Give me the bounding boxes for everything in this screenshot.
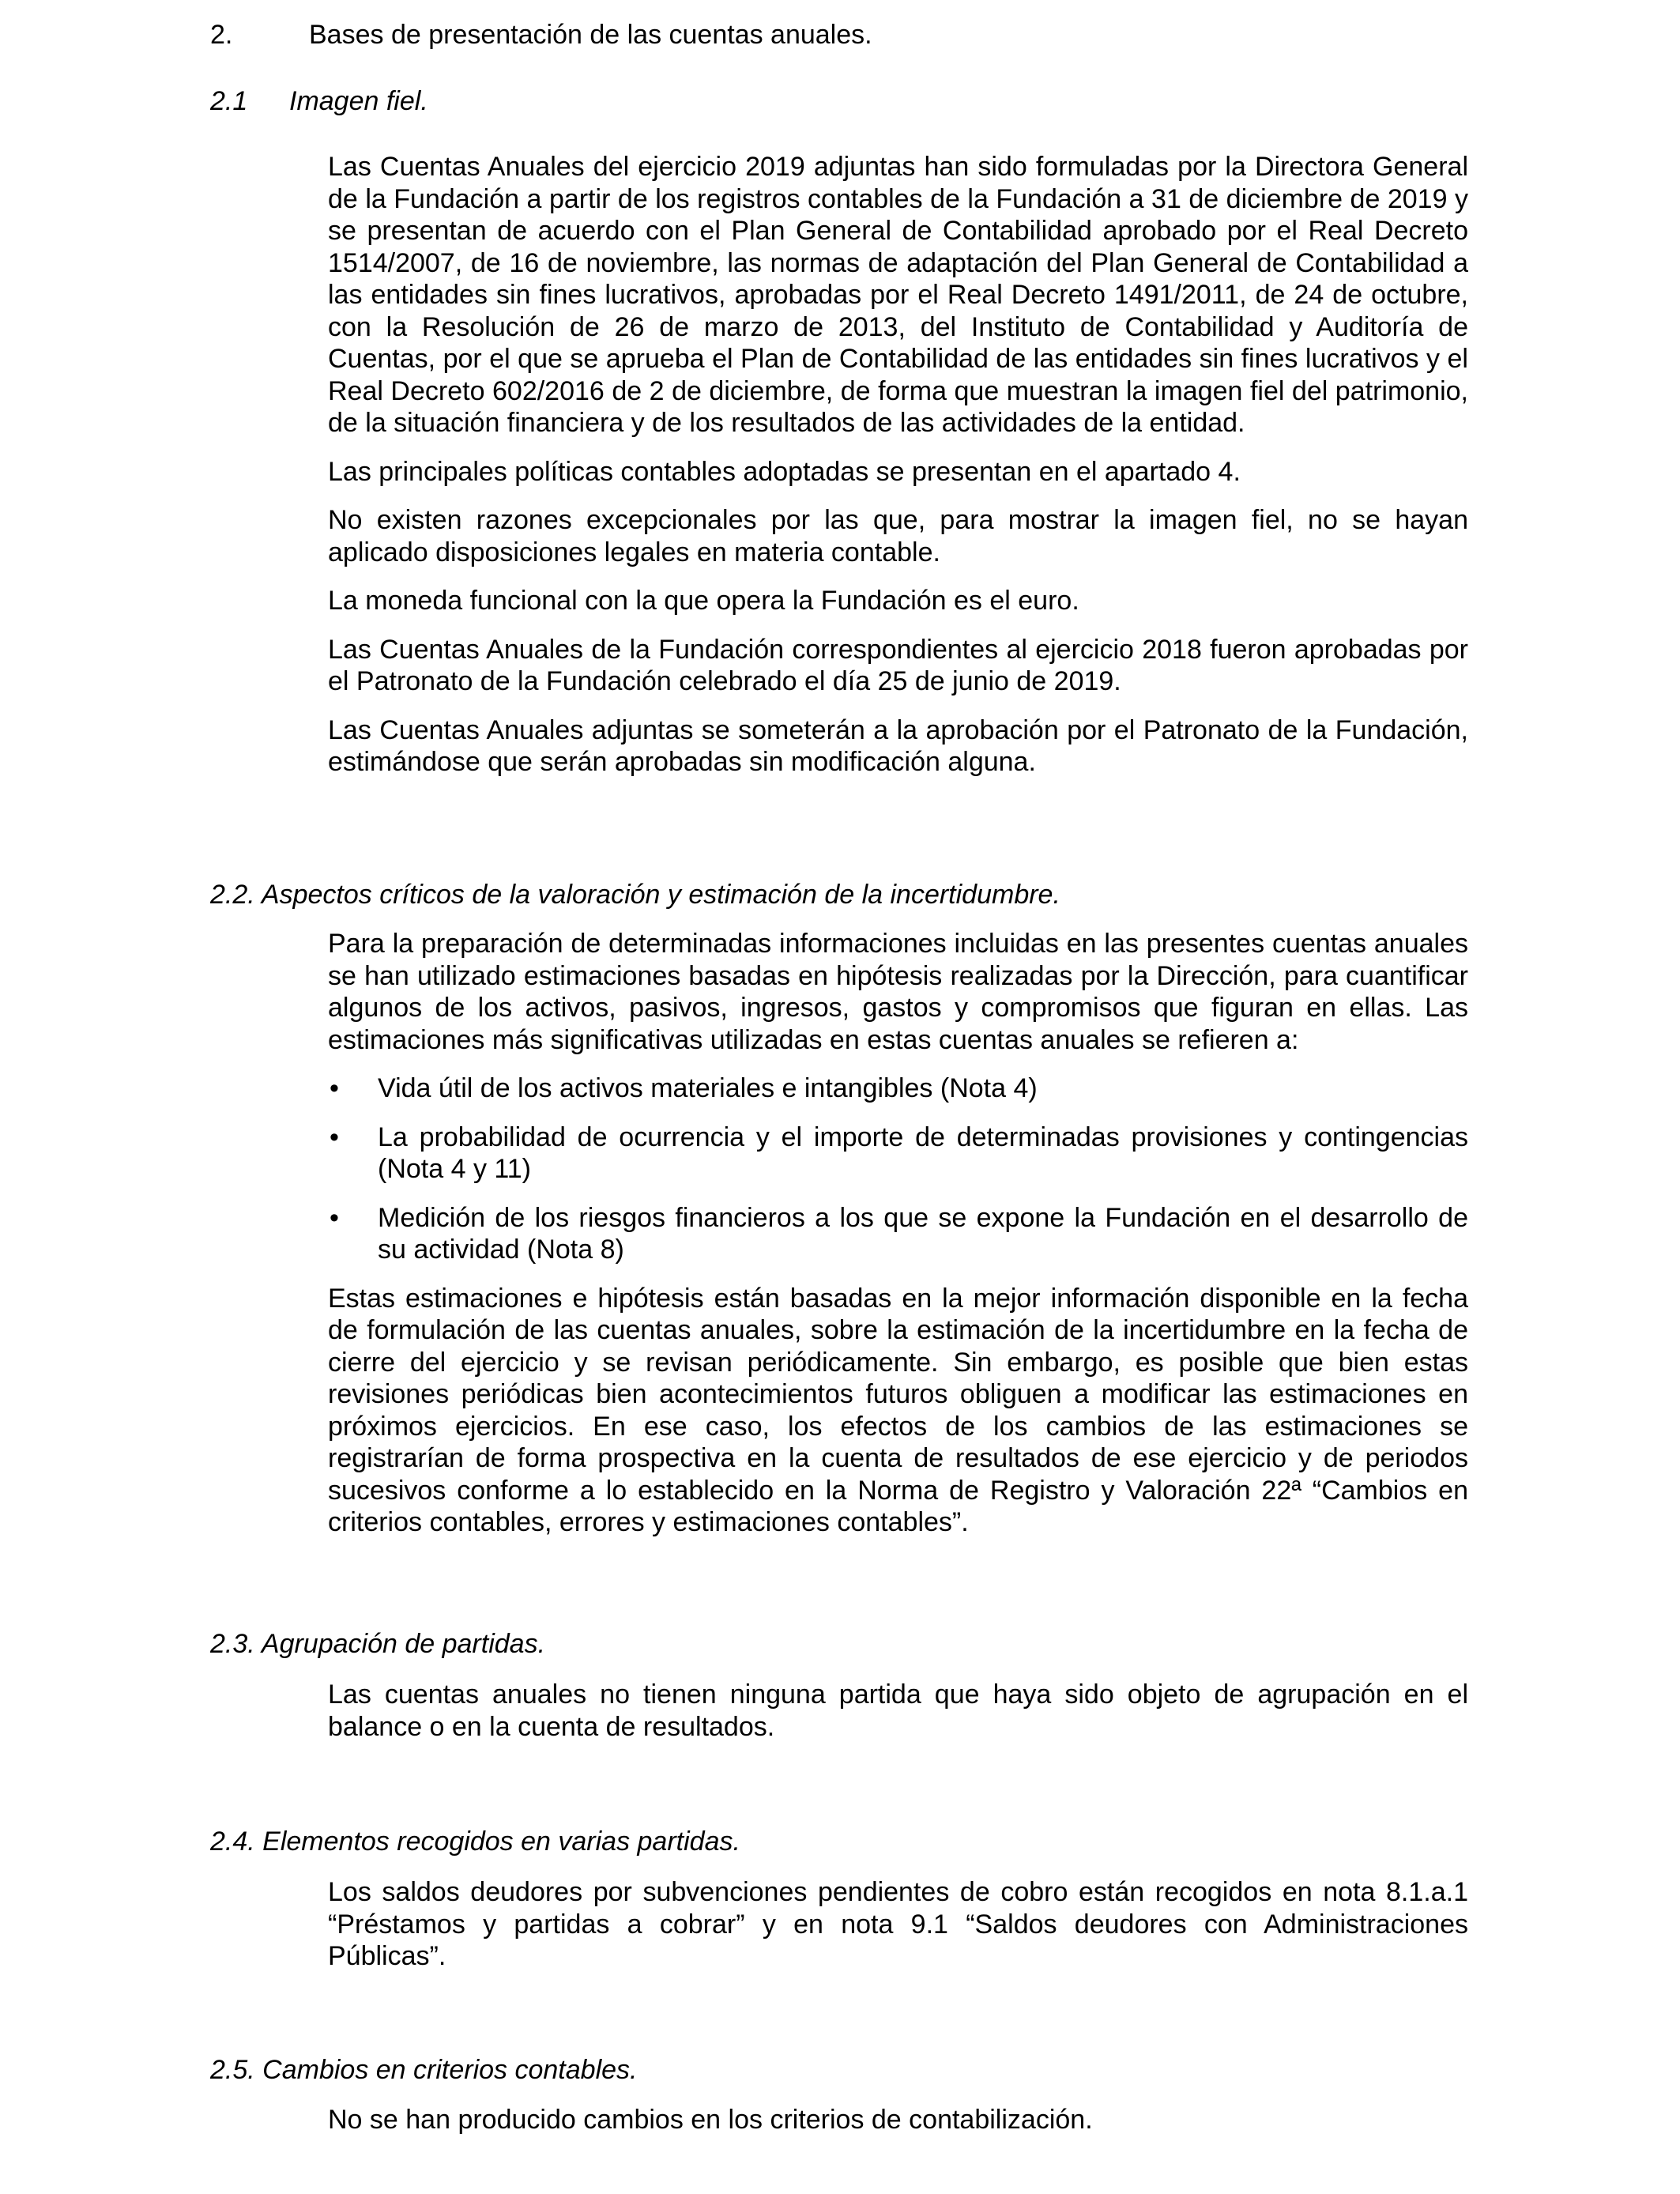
paragraph: Las principales políticas contables adoptadas se presentan en el apartado 4. bbox=[328, 456, 1241, 487]
paragraph: Las Cuentas Anuales adjuntas se someterán a la aprobación por el Patronato de la Fundación, estimándose que serán aprobadas sin modificación alguna. bbox=[328, 714, 1468, 777]
subsection-body-2-5 bbox=[328, 2104, 1468, 2153]
subsection-body-2-4 bbox=[328, 1876, 1468, 1989]
bullet-icon: • bbox=[330, 1073, 339, 1103]
subsection-body-2-2 bbox=[328, 928, 1468, 1555]
paragraph: Las Cuentas Anuales de la Fundación correspondientes al ejercicio 2018 fueron aprobadas por el Patronato de la Fundación celebrado el día 25 de junio de 2019. bbox=[328, 634, 1468, 696]
subsection-heading-2-5 bbox=[210, 2054, 637, 2087]
bullet-list bbox=[328, 1072, 1468, 1266]
paragraph: Para la preparación de determinadas informaciones incluidas en las presentes cuentas anuales se han utilizado estimaciones basadas en hipótesis realizadas por la Dirección, para cuantificar algunos de los activos, pasivos, ingresos, gastos y compromisos que figuran en ellas. Las estimaciones más significativas utilizadas en estas cuentas anuales se refieren a: bbox=[328, 929, 1468, 1055]
subsection-heading-2-4 bbox=[210, 1826, 740, 1858]
paragraph: Los saldos deudores por subvenciones pendientes de cobro están recogidos en nota 8.1.a.1 “Préstamos y partidas a cobrar” y en nota 9.1 “Saldos deudores con Administraciones Públicas”. bbox=[328, 1877, 1468, 1971]
subsection-title: Imagen fiel. bbox=[289, 86, 428, 116]
list-item bbox=[328, 1122, 1468, 1186]
paragraph: Las Cuentas Anuales del ejercicio 2019 adjuntas han sido formuladas por la Directora General de la Fundación a partir de los registros contables de la Fundación a 31 de diciembre de 2019 y se presentan de acuerdo con el Plan General de Contabilidad aprobado por el Real Decreto 1514/2007, de 16 de noviembre, las normas de adaptación del Plan General de Contabilidad a las entidades sin fines lucrativos, aprobadas por el Real Decreto 1491/2011, de 24 de octubre, con la Resolución de 26 de marzo de 2013, del Instituto de Contabilidad y Auditoría de Cuentas, por el que se aprueba el Plan de Contabilidad de las entidades sin fines lucrativos y el Real Decreto 602/2016 de 2 de diciembre, de forma que muestran la imagen fiel del patrimonio, de la situación financiera y de los resultados de las actividades de la entidad. bbox=[328, 152, 1468, 438]
subsection-body-2-3 bbox=[328, 1679, 1468, 1759]
subsection-title: 2.2. Aspectos críticos de la valoración y estimación de la incertidumbre. bbox=[210, 880, 1060, 910]
section-number: 2. bbox=[210, 20, 233, 50]
paragraph: Estas estimaciones e hipótesis están basadas en la mejor información disponible en la fecha de formulación de las cuentas anuales, sobre la estimación de la incertidumbre en la fecha de cierre del ejercicio y se revisan periódicamente. Sin embargo, es posible que bien estas revisiones periódicas bien acontecimientos futuros obliguen a modificar las estimaciones en próximos ejercicios. En ese caso, los efectos de los cambios de las estimaciones se registrarían de forma prospectiva en la cuenta de resultados de ese ejercicio y de periodos sucesivos conforme a lo establecido en la Norma de Registro y Valoración 22ª “Cambios en criterios contables, errores y estimaciones contables”. bbox=[328, 1283, 1468, 1537]
subsection-heading-2-3 bbox=[210, 1628, 545, 1661]
list-item-text: Medición de los riesgos financieros a los que se expone la Fundación en el desarrollo de su actividad (Nota 8) bbox=[378, 1202, 1468, 1265]
list-item bbox=[328, 1072, 1468, 1105]
subsection-title: 2.3. Agrupación de partidas. bbox=[210, 1629, 546, 1659]
section-title: Bases de presentación de las cuentas anuales. bbox=[309, 20, 872, 50]
bullet-icon: • bbox=[330, 1122, 339, 1152]
list-item-text: La probabilidad de ocurrencia y el importe de determinadas provisiones y contingencias (Nota 4 y 11) bbox=[378, 1122, 1468, 1184]
subsection-title: 2.4. Elementos recogidos en varias partidas. bbox=[210, 1826, 740, 1857]
subsection-title: 2.5. Cambios en criterios contables. bbox=[210, 2055, 638, 2085]
bullet-icon: • bbox=[330, 1202, 339, 1233]
list-item-text: Vida útil de los activos materiales e intangibles (Nota 4) bbox=[378, 1073, 1038, 1103]
paragraph: La moneda funcional con la que opera la Fundación es el euro. bbox=[328, 586, 1079, 616]
subsection-heading-2-2 bbox=[210, 879, 1060, 911]
paragraph: Las cuentas anuales no tienen ninguna partida que haya sido objeto de agrupación en el balance o en la cuenta de resultados. bbox=[328, 1679, 1468, 1742]
list-item bbox=[328, 1202, 1468, 1266]
subsection-body-2-1 bbox=[328, 151, 1468, 795]
paragraph: No existen razones excepcionales por las que, para mostrar la imagen fiel, no se hayan aplicado disposiciones legales en materia contable. bbox=[328, 505, 1468, 567]
paragraph: No se han producido cambios en los criterios de contabilización. bbox=[328, 2105, 1093, 2135]
subsection-number: 2.1 bbox=[210, 86, 248, 116]
